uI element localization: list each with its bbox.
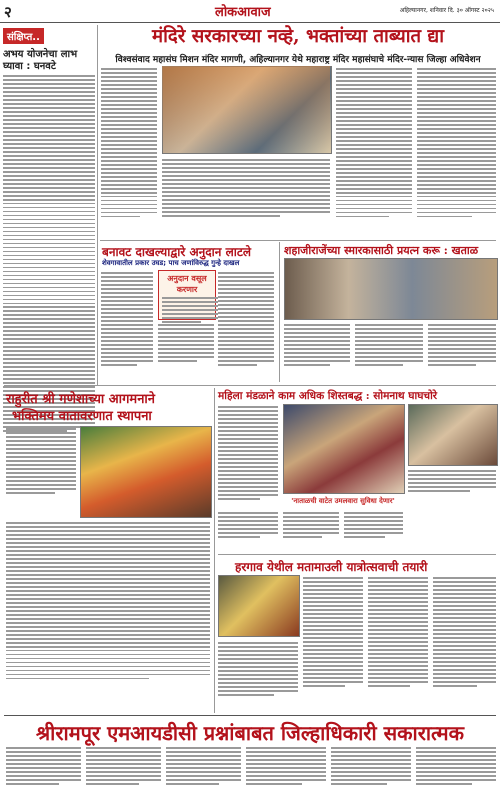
section-divider (4, 715, 496, 716)
sidebar-label: संक्षिप्त.. (3, 28, 44, 44)
section-divider (4, 385, 496, 386)
article6-body-col1 (218, 640, 298, 698)
bottom-body-col5 (331, 745, 411, 787)
article2-headline: बनावट दाखल्याद्वारे अनुदान लाटले (102, 245, 252, 259)
article3-headline: शहाजीराजेंच्या स्मारकासाठी प्रयत्न करू : खताळ (284, 244, 479, 257)
article5-body-col1 (218, 404, 278, 502)
article5-box (283, 497, 403, 507)
article5-box-title: 'नाताळची वाटेत उमलवारा सुविधा देणार' (291, 497, 395, 505)
lead-body-under-photo (162, 157, 330, 219)
article2-body-col1 (101, 270, 153, 368)
article6-body-col2 (303, 575, 363, 689)
section-divider (218, 554, 496, 555)
article2-body-col2 (158, 322, 214, 364)
section-divider (100, 240, 496, 241)
article4-body-col1 (6, 426, 76, 496)
column-divider (214, 388, 215, 713)
issue-date: अहिल्यानगर, शनिवार दि. ३० ऑगस्ट २०२५ (399, 7, 494, 14)
article5-body-col3 (344, 510, 403, 540)
article5-body-col4 (408, 468, 496, 494)
article5-body-col1b (218, 510, 278, 540)
sidebar-article-body (3, 75, 95, 431)
page-header (0, 0, 500, 23)
article3-body-col3 (428, 322, 496, 368)
masthead: लोकआवाज (215, 5, 271, 20)
lead-body-col1 (101, 66, 157, 220)
lead-body-col4 (417, 66, 496, 220)
bottom-body-col2 (86, 745, 161, 787)
column-divider (97, 25, 98, 385)
article4-headline-line1: राहुरीत श्री गणेशाच्या आगमनाने (6, 392, 155, 407)
sidebar-article-title: अभय योजनेचा लाभ घ्यावा : घनवटे (3, 49, 78, 72)
article6-headline: हरगाव येथील मतामाउली यात्रोत्सवाची तयारी (235, 560, 428, 574)
article6-photo (218, 575, 300, 637)
article5-photo-2 (408, 404, 498, 466)
article5-body-col2 (283, 510, 339, 540)
lead-subhead: विश्वसंवाद महासंघ मिशन मंदिर मागणी, अहिल्यानगर येथे महाराष्ट्र मंदिर महासंघाचे मंदिर-न्यास जिल्हा अधिवेशन (115, 55, 481, 65)
article2-box (158, 270, 216, 320)
article4-headline-line2: भक्तिमय वातावरणात स्थापना (12, 409, 152, 424)
article2-subhead: शेवगावातील प्रकार उघड; पाच जणांविरुद्ध गुन्हे दाखल (102, 259, 240, 267)
column-divider (279, 242, 280, 382)
article3-body-col1 (284, 322, 350, 368)
article4-photo (80, 426, 212, 518)
article2-box-title: अनुदान वसूल करणार (167, 274, 207, 294)
lead-photo-tint (162, 66, 330, 152)
article5-photo (283, 404, 405, 494)
article2-body-col3 (218, 270, 274, 368)
page-number: २ (4, 3, 12, 21)
bottom-body-col4 (246, 745, 326, 787)
article4-body-bottom (6, 520, 210, 682)
article6-body-col4 (433, 575, 496, 689)
bottom-body-col1 (6, 745, 81, 787)
bottom-body-col6 (416, 745, 496, 787)
bottom-headline: श्रीरामपूर एमआयडीसी प्रश्नांबाबत जिल्हाधिकारी सकारात्मक (36, 721, 464, 745)
article3-body-col2 (355, 322, 423, 368)
lead-body-col3 (336, 66, 412, 220)
lead-headline: मंदिरे सरकारच्या नव्हे, भक्तांच्या ताब्यात द्या (152, 26, 444, 47)
article6-body-col3 (368, 575, 428, 689)
article5-headline: महिला मंडळाने काम अधिक शिस्तबद्ध : सोमनाथ घाघचोरे (218, 390, 438, 402)
article3-photo (284, 258, 498, 320)
bottom-body-col3 (166, 745, 241, 787)
